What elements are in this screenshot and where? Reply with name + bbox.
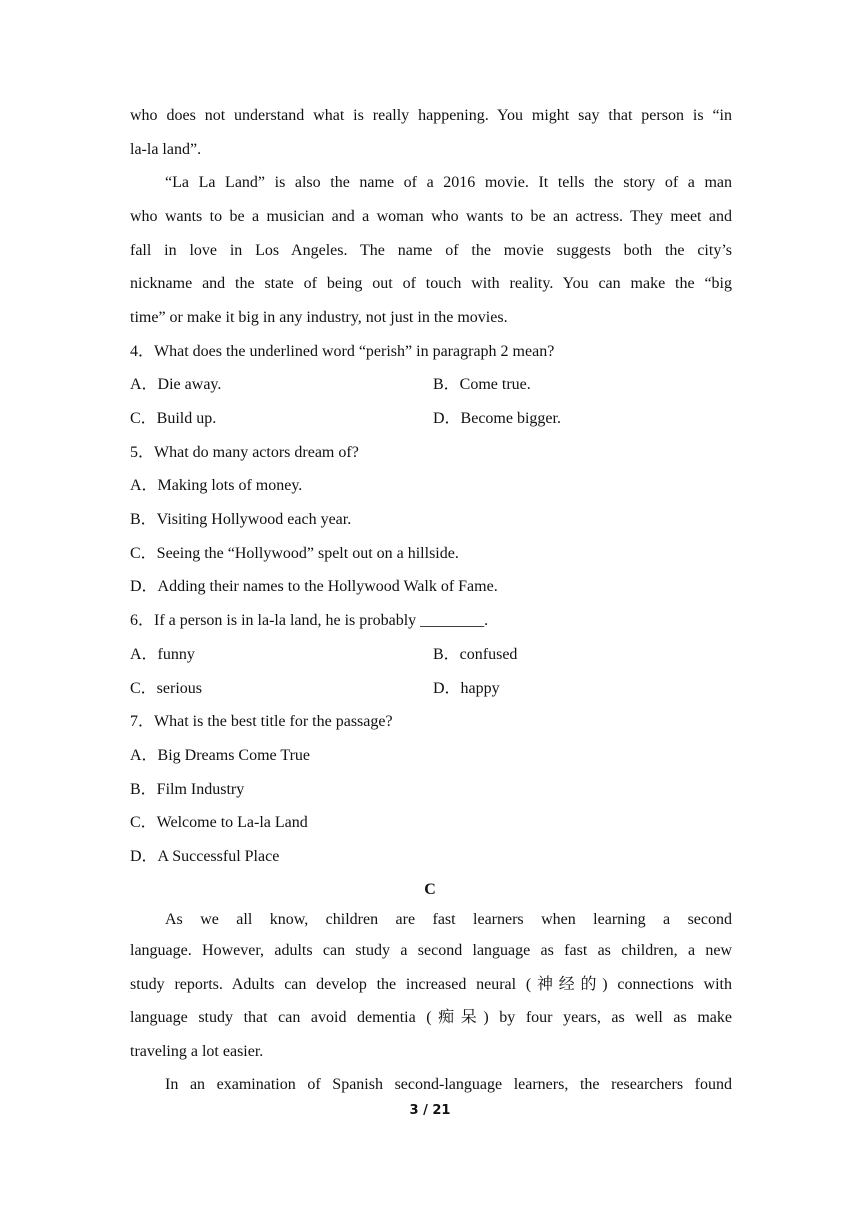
question-7-option-a: A．Big Dreams Come True bbox=[130, 747, 311, 764]
question-4-option-b: B．Come true. bbox=[433, 376, 531, 393]
passage-c-line-1: As we all know, children are fast learners when learning a second bbox=[165, 911, 732, 928]
passage-c-line-2: language. However, adults can study a second language as fast as children, a new bbox=[130, 942, 732, 959]
passage-c-line-6: In an examination of Spanish second-language learners, the researchers found bbox=[165, 1076, 732, 1093]
question-7-option-b: B．Film Industry bbox=[130, 781, 245, 798]
question-6-option-b: B．confused bbox=[433, 646, 518, 663]
question-5-option-a: A．Making lots of money. bbox=[130, 477, 303, 494]
passage-c-heading: C bbox=[424, 881, 436, 898]
question-5-stem: 5．What do many actors dream of? bbox=[130, 444, 359, 461]
question-5-option-b: B．Visiting Hollywood each year. bbox=[130, 511, 352, 528]
passage-b-line-5: fall in love in Los Angeles. The name of the movie suggests both the city’s bbox=[130, 242, 732, 259]
passage-b-line-4: who wants to be a musician and a woman who wants to be an actress. They meet and bbox=[130, 208, 732, 225]
passage-b-line-7: time” or make it big in any industry, not just in the movies. bbox=[130, 309, 508, 326]
question-4-option-d: D．Become bigger. bbox=[433, 410, 561, 427]
passage-c-line-5: traveling a lot easier. bbox=[130, 1043, 264, 1060]
passage-b-line-1: who does not understand what is really happening. You might say that person is “in bbox=[130, 107, 732, 124]
passage-b-line-2: la-la land”. bbox=[130, 141, 202, 158]
question-7-stem: 7．What is the best title for the passage? bbox=[130, 713, 393, 730]
question-4-option-c: C．Build up. bbox=[130, 410, 217, 427]
passage-c-line-3: study reports. Adults can develop the increased neural (神经的) connections with bbox=[130, 976, 732, 993]
question-7-option-c: C．Welcome to La-la Land bbox=[130, 814, 308, 831]
question-6-option-d: D．happy bbox=[433, 680, 500, 697]
passage-b-line-6: nickname and the state of being out of touch with reality. You can make the “big bbox=[130, 275, 732, 292]
passage-c-line-4: language study that can avoid dementia (痴呆) by four years, as well as make bbox=[130, 1009, 732, 1026]
question-6-option-a: A．funny bbox=[130, 646, 195, 663]
question-4-stem: 4．What does the underlined word “perish” in paragraph 2 mean? bbox=[130, 343, 555, 360]
page-number: 3 / 21 bbox=[409, 1103, 451, 1118]
question-5-option-c: C．Seeing the “Hollywood” spelt out on a hillside. bbox=[130, 545, 459, 562]
passage-b-line-3: “La La Land” is also the name of a 2016 movie. It tells the story of a man bbox=[165, 174, 732, 191]
question-4-option-a: A．Die away. bbox=[130, 376, 222, 393]
question-5-option-d: D．Adding their names to the Hollywood Walk of Fame. bbox=[130, 578, 498, 595]
question-7-option-d: D．A Successful Place bbox=[130, 848, 280, 865]
question-6-option-c: C．serious bbox=[130, 680, 203, 697]
question-6-stem: 6．If a person is in la-la land, he is probably ________. bbox=[130, 612, 489, 629]
